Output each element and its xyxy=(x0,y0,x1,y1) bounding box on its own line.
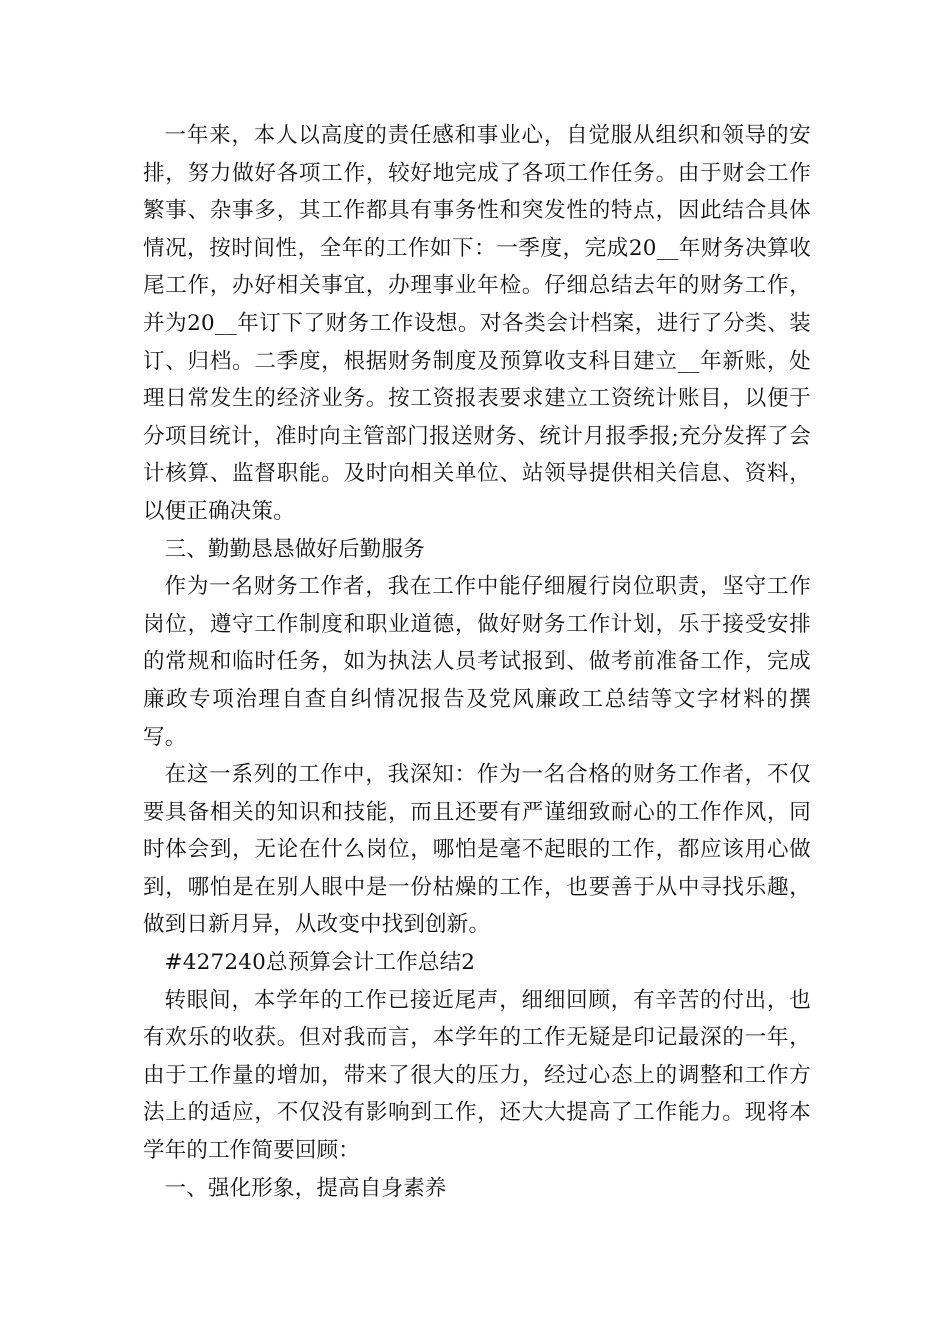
document-subtitle: #427240总预算会计工作总结2 xyxy=(164,950,476,976)
paragraph-finance-duties: 作为一名财务工作者，我在工作中能仔细履行岗位职责，坚守工作岗位，遵守工作制度和职业道德，做好财务工作计划，乐于接受安排的常规和临时任务，如为执法人员考试报到、做考前准备工作，完成廉政专项治理自查自纠情况报告及党风廉政工总结等文字材料的撰写。 xyxy=(143,574,811,750)
section-heading-image: 一、强化形象，提高自身素养 xyxy=(164,1175,447,1201)
paragraph-reflection: 在这一系列的工作中，我深知：作为一名合格的财务工作者，不仅要具备相关的知识和技能，而且还要有严谨细致耐心的工作作风，同时体会到，无论在什么岗位，哪怕是毫不起眼的工作，都应该用心做到，哪怕是在别人眼中是一份枯燥的工作，也要善于从中寻找乐趣，做到日新月异，从改变中找到创新。 xyxy=(143,762,811,938)
document-body xyxy=(143,117,811,1207)
section-heading-logistics: 三、勤勤恳恳做好后勤服务 xyxy=(164,536,425,562)
paragraph-annual-work: 一年来，本人以高度的责任感和事业心，自觉服从组织和领导的安排，努力做好各项工作，较好地完成了各项工作任务。由于财会工作繁事、杂事多，其工作都具有事务性和突发性的特点，因此结合具体情况，按时间性，全年的工作如下：一季度，完成20__年财务决算收尾工作，办好相关事宜，办理事业年检。仔细总结去年的财务工作，并为20__年订下了财务工作设想。对各类会计档案，进行了分类、装订、归档。二季度，根据财务制度及预算收支科目建立__年新账，处理日常发生的经济业务。按工资报表要求建立工资统计账目，以便于分项目统计，准时向主管部门报送财务、统计月报季报;充分发挥了会计核算、监督职能。及时向相关单位、站领导提供相关信息、资料，以便正确决策。 xyxy=(143,123,811,524)
paragraph-year-review: 转眼间，本学年的工作已接近尾声，细细回顾，有辛苦的付出，也有欢乐的收获。但对我而言，本学年的工作无疑是印记最深的一年，由于工作量的增加，带来了很大的压力，经过心态上的调整和工作方法上的适应，不仅没有影响到工作，还大大提高了工作能力。现将本学年的工作简要回顾： xyxy=(143,987,811,1164)
